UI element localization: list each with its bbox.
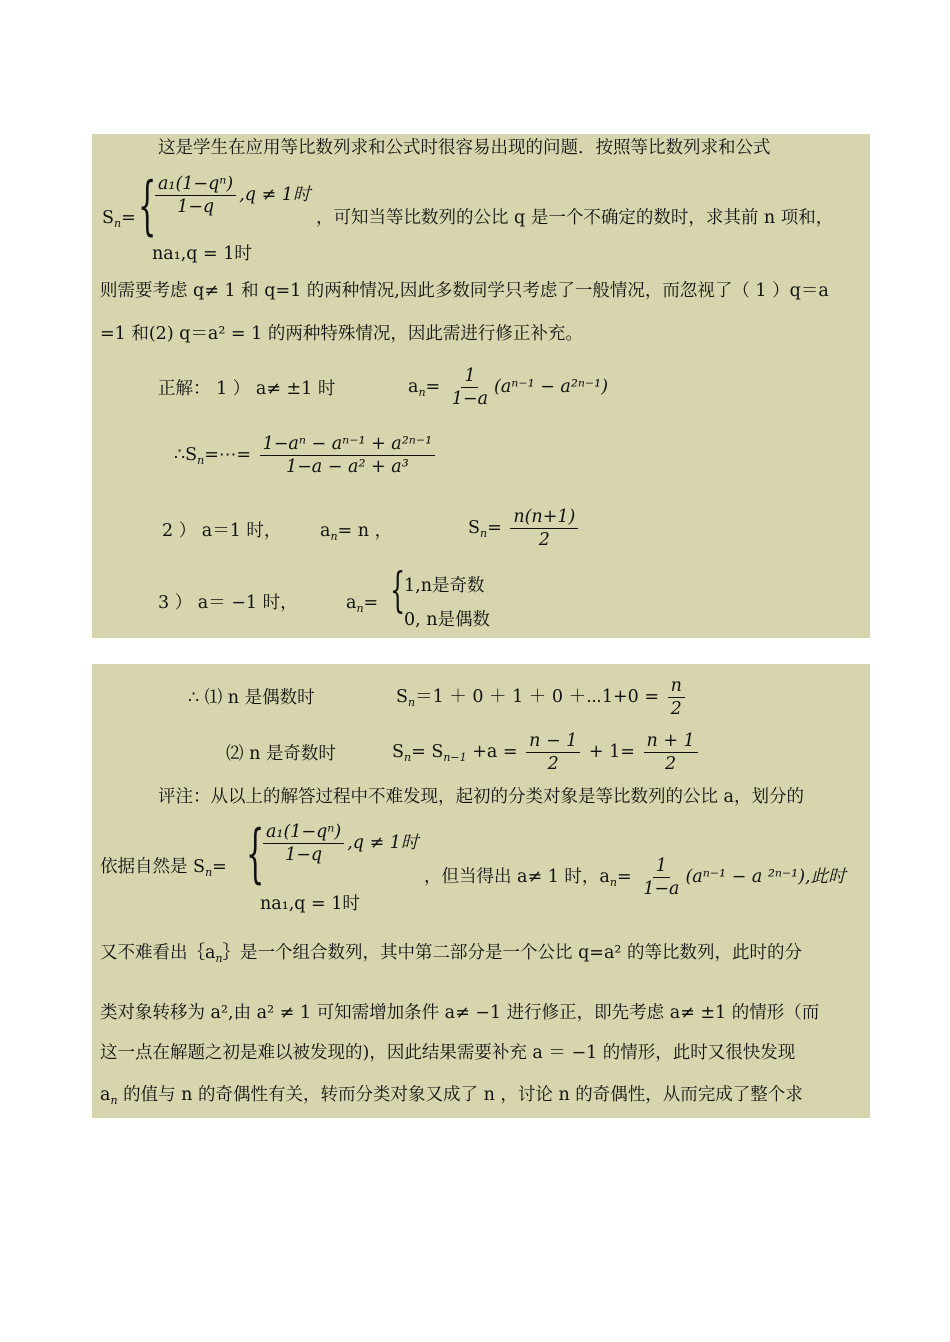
sn-explanation: ，可知当等比数列的公比 q 是一个不确定的数时，求其前 n 项和，	[316, 208, 834, 228]
result-odd-label: ⑵ n 是奇数时	[226, 744, 336, 764]
solution-panel-1	[92, 134, 870, 638]
special-cases-line: =1 和(2) q＝a² = 1 的两种特殊情况，因此需进行修正补充。	[100, 324, 583, 344]
case-3-brace: {	[390, 562, 406, 618]
left-brace: {	[138, 169, 157, 243]
an-case-2: $a_n= n$ ，	[320, 521, 393, 543]
combo-line: 又不难看出$\{a_n\}$是一个组合数列，其中第二部分是一个公比 q=a² 的等比数列，此时的分	[100, 943, 802, 965]
case-3-even: 0, n是偶数	[404, 610, 491, 630]
shift-line: 类对象转移为 a²,由 a² ≠ 1 可知需增加条件 a≠ −1 进行修正，即先考虑 a≠ ±1 的情形（而	[100, 1003, 820, 1023]
result-odd-formula: $S_n= S_{n-1} +a$ = $\frac{n - 1}{2}$ + 1= $\frac{n + 1}{2}$	[392, 731, 701, 774]
case-3-odd: 1,n是奇数	[404, 576, 485, 596]
sn-case-2: $S_n=$ $\frac{n(n+1)}{2}$	[468, 507, 581, 550]
basis-case-2: na₁,q = 1时	[260, 894, 360, 914]
basis-case-1: $\frac{\text{a₁(1−qⁿ)}}{1-q}$ ,q ≠ 1时	[260, 822, 418, 865]
intro-line: 这是学生在应用等比数列求和公式时很容易出现的问题．按照等比数列求和公式	[158, 138, 771, 158]
solution-case-1: 正解： 1 ） a≠ ±1 时	[158, 379, 336, 399]
sn-sum-formula: $\therefore S_n=\cdots=$ $\frac{\text{1−aⁿ − aⁿ⁻¹ + a²ⁿ⁻¹}}{\text{1−a − a² + a³}}$	[174, 434, 438, 477]
an-formula-1: $a_n=$ $\frac{1}{1-a}$ (aⁿ⁻¹ − a²ⁿ⁻¹)	[408, 366, 609, 409]
case-formula-1: $\frac{\text{a₁(1−qⁿ)}}{1-q}$ ,q ≠ 1时	[152, 174, 310, 217]
an-case-3-label: $a_n=$	[346, 593, 379, 615]
result-even-label: ∴ ⑴ n 是偶数时	[188, 688, 315, 708]
result-even-formula: $S_n=1 + 0 + 1 + 0$ ＋⋯1+0 = $\frac{n}{2}$	[396, 676, 688, 719]
but-line: ，但当得出 a≠ 1 时，$a_n=$ $\frac{1}{1-a}$ (aⁿ⁻¹ − a ²ⁿ⁻¹),此时	[424, 856, 846, 899]
comment-line: 评注：从以上的解答过程中不难发现，起初的分类对象是等比数列的公比 a，划分的	[158, 787, 804, 807]
consider-line: 则需要考虑 q≠ 1 和 q=1 的两种情况,因此多数同学只考虑了一般情况，而忽视了（ 1 ）q＝a	[100, 281, 829, 301]
solution-case-3: 3 ） a＝ −1 时，	[158, 593, 298, 613]
last-line: $a_n$ 的值与 n 的奇偶性有关，转而分类对象又成了 n ，讨论 n 的奇偶性，从而完成了整个求	[100, 1085, 803, 1107]
case-formula-2: na₁,q = 1时	[152, 244, 252, 264]
sn-label: $S_n=$	[102, 208, 136, 230]
basis-brace: {	[246, 817, 265, 891]
solution-case-2: 2 ） a＝1 时，	[162, 521, 282, 541]
solution-panel-2	[92, 664, 870, 1118]
basis-label: 依据自然是 $S_n=$	[100, 857, 227, 879]
point-line: 这一点在解题之初是难以被发现的)，因此结果需要补充 a ＝ −1 的情形，此时又很快发现	[100, 1043, 796, 1063]
